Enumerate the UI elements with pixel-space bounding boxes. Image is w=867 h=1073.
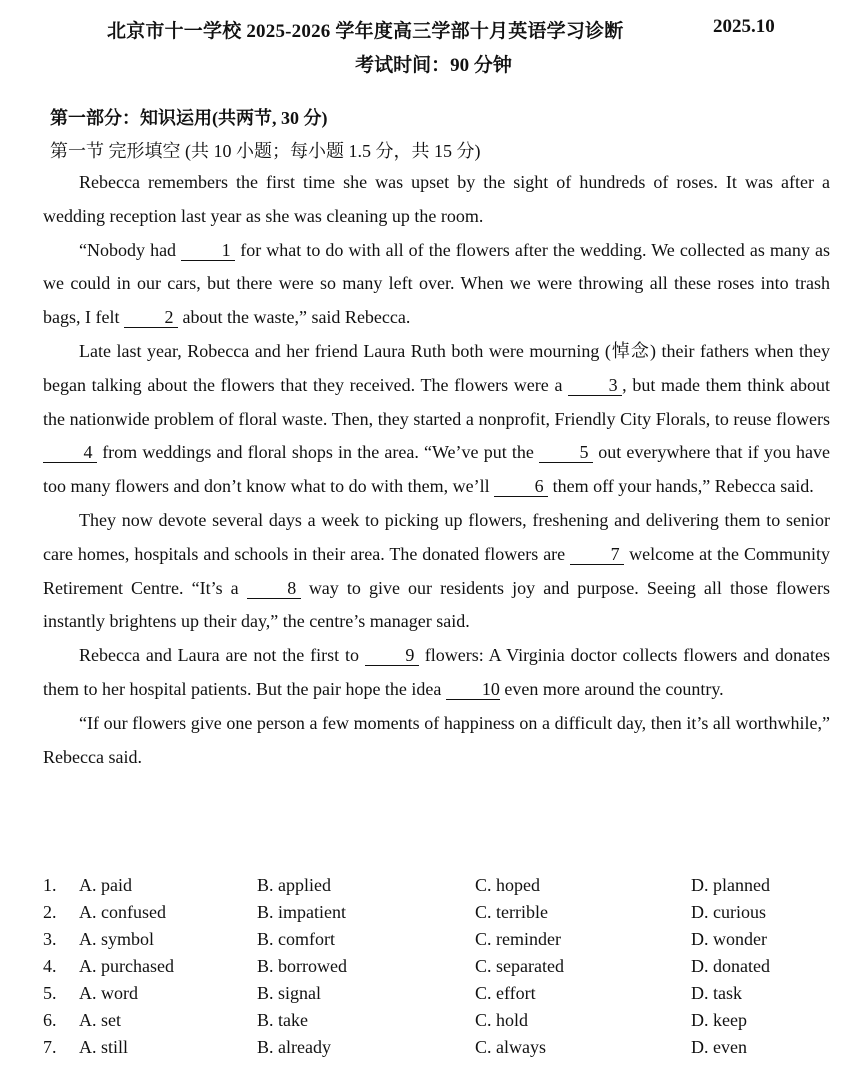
option-a: A. set — [79, 1010, 121, 1030]
paragraph-1: Rebecca remembers the first time she was upset by the sight of hundreds of roses. It was after a wedding reception last year as she was cleaning up the room. — [43, 172, 830, 226]
header — [0, 16, 867, 46]
option-a: A. still — [79, 1037, 129, 1057]
blank-5: 5 — [539, 442, 593, 463]
option-row — [43, 902, 843, 929]
passage-text: They now devote several days a week to picking up flowers, freshening and delivering them to senior care homes, hospitals and schools in their area. The donated flowers are — [43, 509, 830, 564]
option-a: A. word — [79, 983, 138, 1003]
blank-2: 2 — [124, 307, 178, 328]
blank-8: 8 — [247, 578, 301, 599]
option-c: C. terrible — [475, 902, 548, 922]
option-c: C. effort — [475, 983, 536, 1003]
option-b: B. borrowed — [257, 956, 347, 976]
part-heading: 第一部分：知识运用(共两节, 30 分) — [50, 108, 328, 128]
option-row — [43, 1010, 843, 1037]
passage-text: for what to do with all of the flowers after the wedding. We collected as many as we could in our cars, but there were so many left over. When we were throwing all these roses into trash bags, I felt — [43, 239, 830, 328]
blank-9: 9 — [365, 645, 419, 666]
option-a: A. confused — [79, 902, 166, 922]
option-b: B. comfort — [257, 929, 335, 949]
paragraph-6: “If our flowers give one person a few moments of happiness on a difficult day, then it’s all worthwhile,” Rebecca said. — [43, 712, 830, 767]
passage-text: from weddings and floral shops in the area. “We’ve put the — [102, 442, 534, 463]
exam-date: 2025.10 — [713, 16, 775, 37]
option-b: B. already — [257, 1037, 331, 1057]
passage-text: about the waste,” said Rebecca. — [182, 307, 411, 328]
paragraph-4 — [43, 504, 830, 639]
question-number: 6. — [43, 1010, 57, 1030]
passage-text: Rebecca and Laura are not the first to — [79, 645, 359, 666]
option-row — [43, 929, 843, 956]
option-row — [43, 875, 843, 902]
option-a: A. symbol — [79, 929, 155, 949]
passage-text: Late last year, Robecca and her friend Laura Ruth both were mourning (悼念) their fathers when they began talking about the flowers that they received. The flowers were a — [43, 340, 830, 395]
option-d: D. wonder — [691, 929, 767, 949]
blank-10: 10 — [446, 679, 500, 700]
question-number: 4. — [43, 956, 57, 976]
option-c: C. separated — [475, 956, 564, 976]
option-c: C. hoped — [475, 875, 540, 895]
option-b: B. impatient — [257, 902, 346, 922]
option-d: D. task — [691, 983, 742, 1003]
option-b: B. take — [257, 1010, 308, 1030]
section-heading: 第一节 完形填空 (共 10 小题；每小题 1.5 分，共 15 分) — [50, 141, 481, 161]
blank-6: 6 — [494, 476, 548, 497]
passage-text: welcome at the Community Retirement Centre. “It’s a — [43, 543, 831, 598]
exam-title: 北京市十一学校 2025-2026 学年度高三学部十月英语学习诊断 — [107, 21, 624, 42]
question-number: 1. — [43, 875, 57, 895]
option-c: C. reminder — [475, 929, 561, 949]
option-row — [43, 1037, 843, 1064]
cloze-passage — [43, 166, 830, 774]
passage-text: , but made them think about the nationwide problem of floral waste. Then, they started a nonprofit, Friendly City Florals, to reuse flowers — [43, 374, 831, 429]
option-a: A. paid — [79, 875, 132, 895]
passage-text: way to give our residents joy and purpose. Seeing all those flowers instantly brightens up their day,” the centre’s manager said. — [43, 577, 831, 632]
option-c: C. hold — [475, 1010, 529, 1030]
option-b: B. signal — [257, 983, 322, 1003]
option-a: A. purchased — [79, 956, 174, 976]
passage-text: them off your hands,” Rebecca said. — [552, 476, 814, 497]
answer-options — [43, 875, 843, 1064]
option-d: D. donated — [691, 956, 770, 976]
option-row — [43, 983, 843, 1010]
option-c: C. always — [475, 1037, 546, 1057]
question-number: 2. — [43, 902, 57, 922]
option-b: B. applied — [257, 875, 331, 895]
blank-3: 3 — [568, 375, 622, 396]
passage-text: flowers: A Virginia doctor collects flowers and donates them to her hospital patients. But the pair hope the idea — [43, 645, 831, 699]
blank-1: 1 — [181, 240, 235, 261]
option-row — [43, 956, 843, 983]
paragraph-5 — [43, 639, 830, 707]
blank-7: 7 — [570, 544, 624, 565]
option-d: D. keep — [691, 1010, 747, 1030]
paragraph-3 — [43, 335, 830, 504]
passage-text: “Nobody had — [79, 239, 177, 260]
passage-text: out everywhere that if you have too many flowers and don’t know what to do with them, we’ll — [43, 442, 831, 497]
question-number: 7. — [43, 1037, 57, 1057]
passage-text: even more around the country. — [504, 678, 724, 699]
exam-time: 考试时间：90 分钟 — [355, 55, 512, 76]
option-d: D. curious — [691, 902, 766, 922]
question-number: 3. — [43, 929, 57, 949]
blank-4: 4 — [43, 442, 97, 463]
question-number: 5. — [43, 983, 57, 1003]
option-d: D. even — [691, 1037, 747, 1057]
paragraph-2 — [43, 234, 830, 335]
option-d: D. planned — [691, 875, 770, 895]
